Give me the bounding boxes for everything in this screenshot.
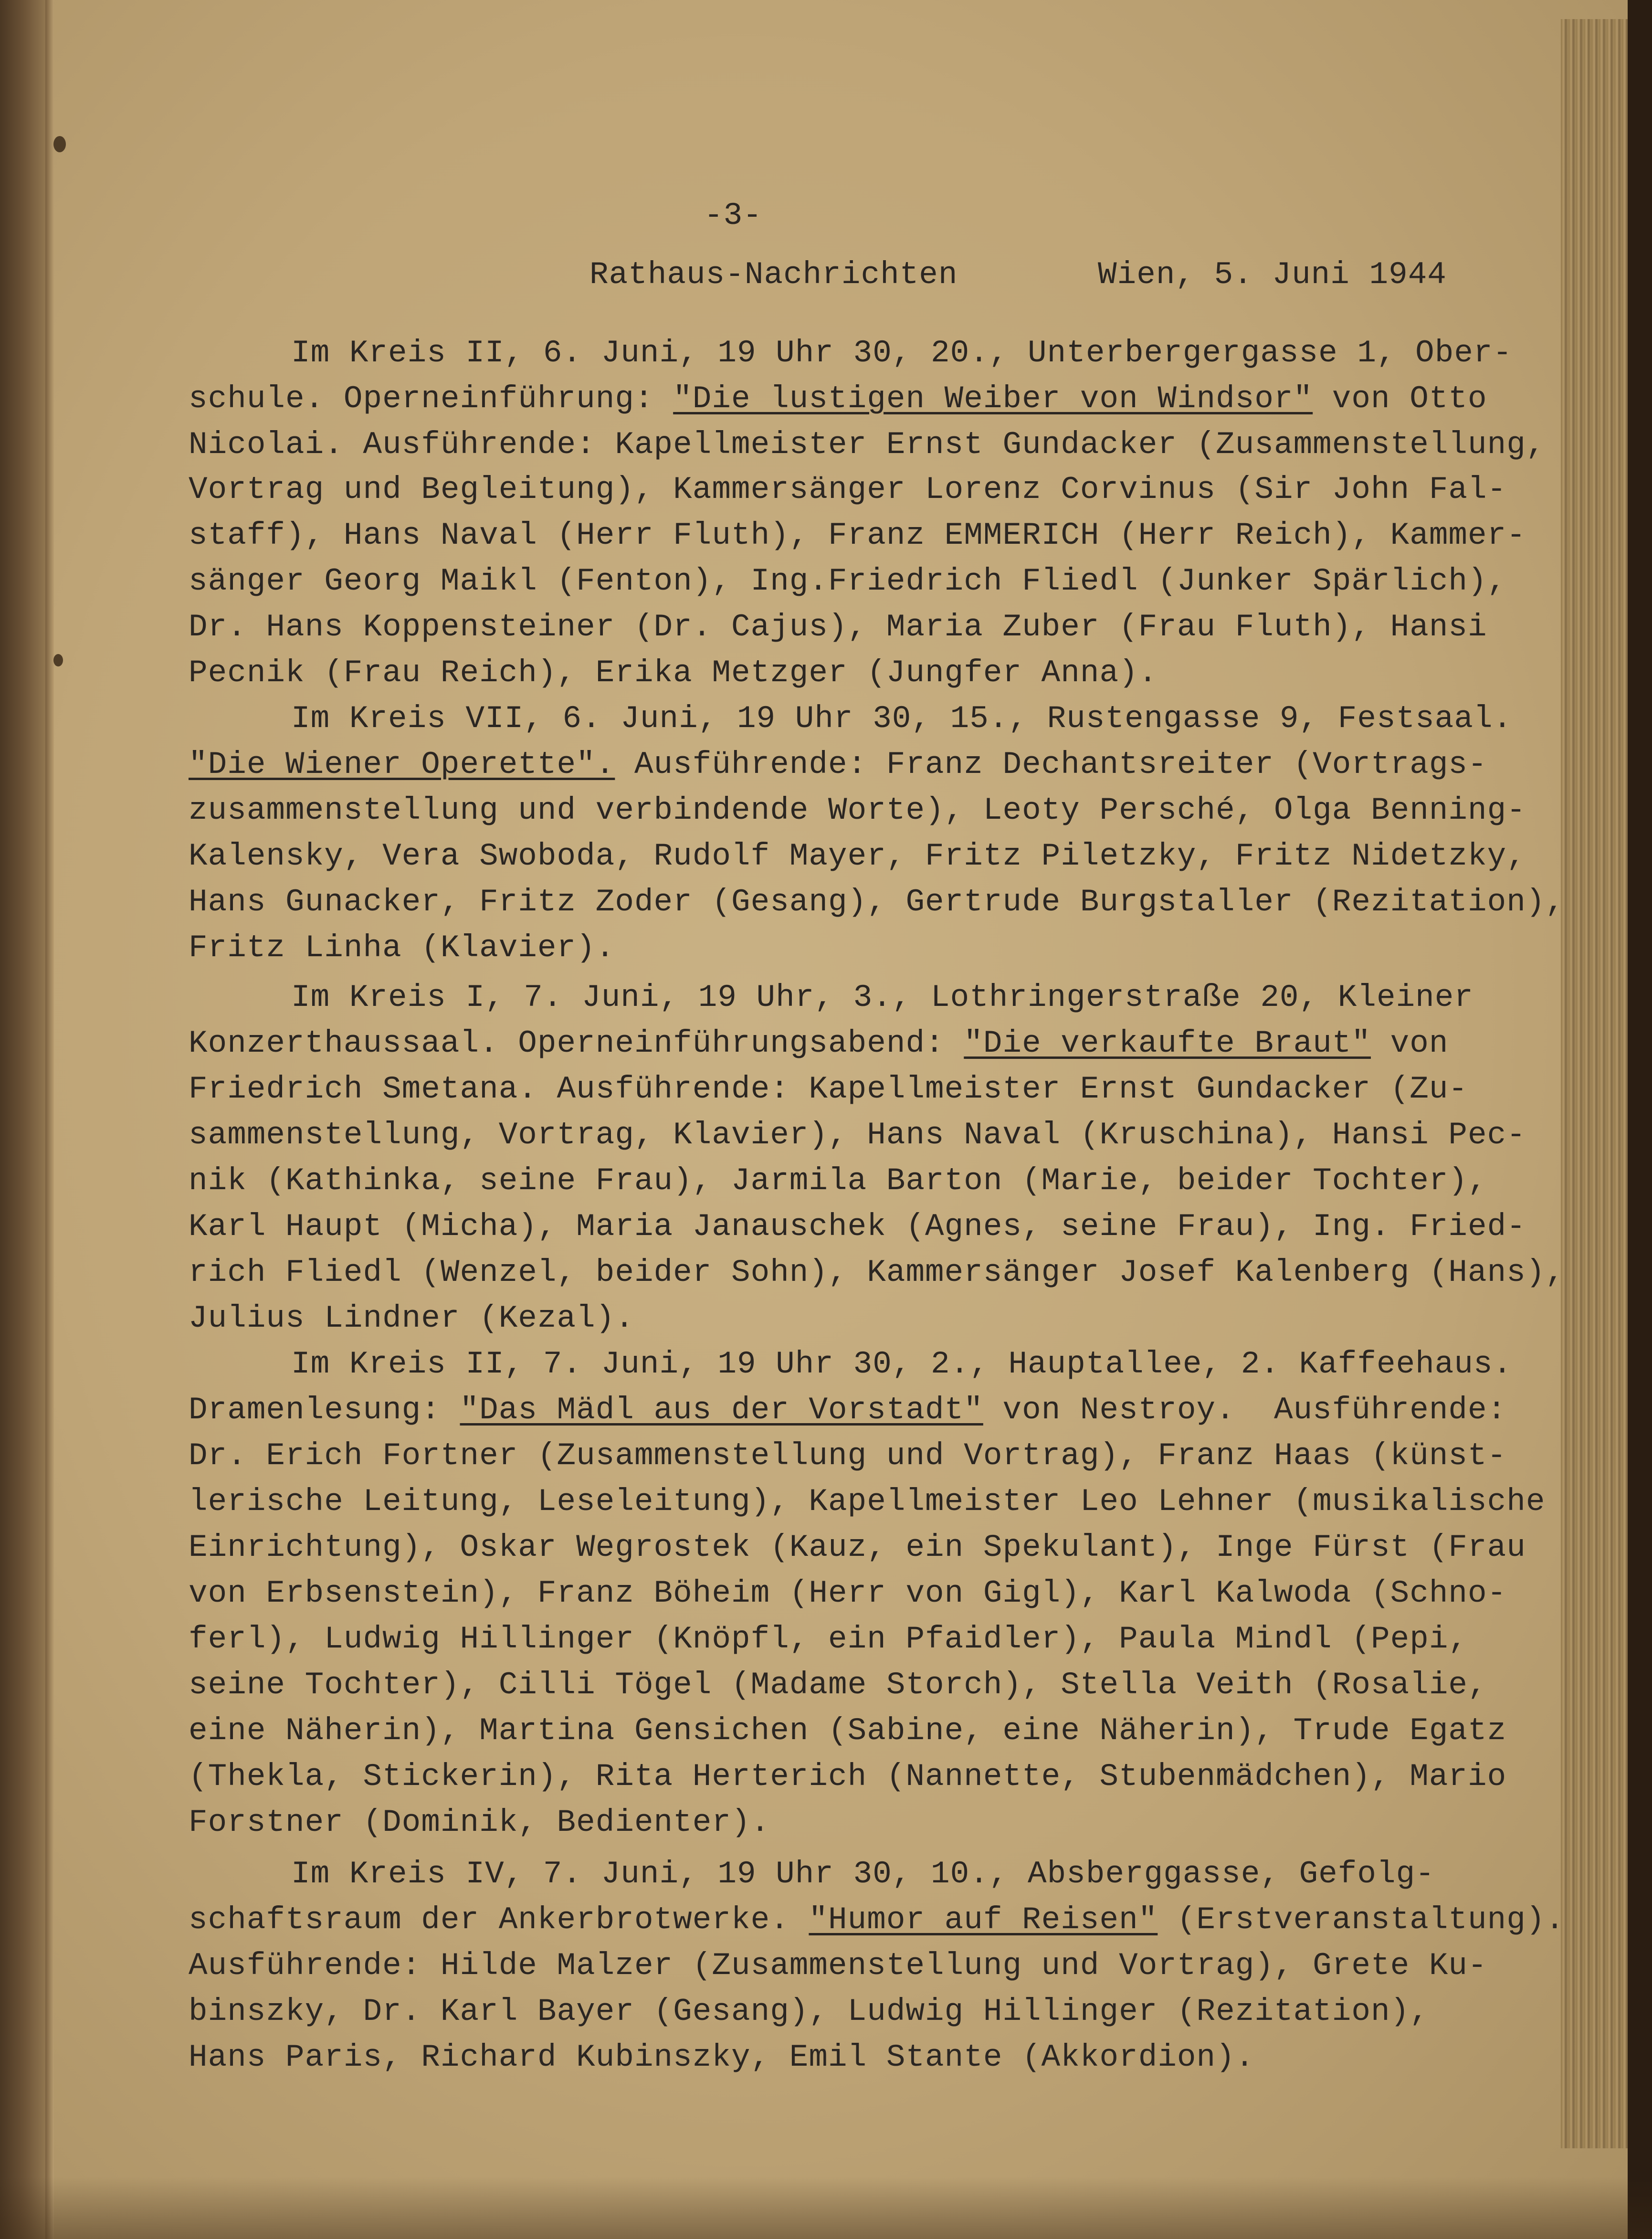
bottom-shadow <box>0 2177 1652 2239</box>
underlined-title: "Die Wiener Operette". <box>189 747 615 782</box>
text-line <box>189 1666 1487 1704</box>
text-line <box>189 380 1487 418</box>
line-text: Ausführende: Hilde Malzer (Zusammenstellung und Vortrag), Grete Ku- <box>189 1948 1487 1984</box>
text-line <box>291 1855 1435 1893</box>
line-text: zusammenstellung und verbindende Worte), Leoty Persché, Olga Benning- <box>189 792 1526 828</box>
text-line <box>189 1070 1468 1109</box>
line-text: Fritz Linha (Klavier). <box>189 930 615 966</box>
text-line <box>189 1804 770 1842</box>
line-text: schule. Operneinführung: <box>189 381 673 417</box>
text-line <box>291 979 1473 1017</box>
line-text: von Otto <box>1313 381 1487 417</box>
line-text: ferl), Ludwig Hillinger (Knöpfl, ein Pfaidler), Paula Mindl (Pepi, <box>189 1621 1468 1657</box>
text-line <box>189 1712 1506 1750</box>
line-text: von Nestroy. Ausführende: <box>983 1392 1507 1428</box>
text-line <box>189 792 1526 830</box>
text-line <box>189 1901 1565 1939</box>
line-text: Hans Gunacker, Fritz Zoder (Gesang), Gertrude Burgstaller (Rezitation), <box>189 884 1565 920</box>
line-text: rich Fliedl (Wenzel, beider Sohn), Kammersänger Josef Kalenberg (Hans), <box>189 1255 1565 1290</box>
binding-gutter <box>0 0 53 2239</box>
underlined-title: "Das Mädl aus der Vorstadt" <box>460 1392 983 1428</box>
document-header-date: Wien, 5. Juni 1944 <box>1098 257 1447 293</box>
line-text: Pecnik (Frau Reich), Erika Metzger (Jungfer Anna). <box>189 655 1158 691</box>
text-line <box>291 700 1512 738</box>
text-line <box>189 1391 1506 1429</box>
line-text: Konzerthaussaal. Operneinführungsabend: <box>189 1025 964 1061</box>
line-text: von Erbsenstein), Franz Böheim (Herr von Gigl), Karl Kalwoda (Schno- <box>189 1575 1507 1611</box>
text-line <box>189 517 1526 555</box>
line-text: (Erstveranstaltung). <box>1157 1902 1565 1938</box>
text-line <box>291 1345 1512 1384</box>
line-text: Vortrag und Begleitung), Kammersänger Lorenz Corvinus (Sir John Fal- <box>189 472 1507 507</box>
line-text: Julius Lindner (Kezal). <box>189 1300 634 1336</box>
text-line <box>189 1299 634 1338</box>
text-line <box>189 1116 1526 1154</box>
text-line <box>189 1162 1487 1200</box>
line-text: Im Kreis IV, 7. Juni, 19 Uhr 30, 10., Absberggasse, Gefolg- <box>291 1856 1435 1892</box>
text-line <box>189 608 1487 646</box>
text-line <box>189 929 615 967</box>
text-line <box>189 426 1545 464</box>
text-line <box>189 2038 1254 2077</box>
line-text: Dr. Erich Fortner (Zusammenstellung und Vortrag), Franz Haas (künst- <box>189 1438 1507 1474</box>
document-header-title: Rathaus-Nachrichten <box>589 257 958 293</box>
line-text: Im Kreis I, 7. Juni, 19 Uhr, 3., Lothringerstraße 20, Kleiner <box>291 980 1473 1015</box>
line-text: sänger Georg Maikl (Fenton), Ing.Friedrich Fliedl (Junker Spärlich), <box>189 563 1507 599</box>
underlined-title: "Humor auf Reisen" <box>809 1902 1158 1938</box>
line-text: binszky, Dr. Karl Bayer (Gesang), Ludwig Hillinger (Rezitation), <box>189 1994 1429 2029</box>
text-line <box>189 1620 1468 1658</box>
text-line <box>189 1254 1565 1292</box>
underlined-title: "Die verkaufte Braut" <box>964 1025 1371 1061</box>
page-edge-shadow <box>1628 0 1652 2239</box>
line-text: Friedrich Smetana. Ausführende: Kapellmeister Ernst Gundacker (Zu- <box>189 1071 1468 1107</box>
line-text: (Thekla, Stickerin), Rita Herterich (Nannette, Stubenmädchen), Mario <box>189 1759 1507 1795</box>
line-text: Hans Paris, Richard Kubinszky, Emil Stante (Akkordion). <box>189 2039 1255 2075</box>
line-text: Im Kreis II, 7. Juni, 19 Uhr 30, 2., Hauptallee, 2. Kaffeehaus. <box>291 1346 1513 1382</box>
text-line <box>189 1574 1506 1613</box>
line-text: Dramenlesung: <box>189 1392 460 1428</box>
line-text: Ausführende: Franz Dechantsreiter (Vortrags- <box>615 747 1487 782</box>
text-line <box>291 334 1512 372</box>
text-line <box>189 1208 1526 1246</box>
line-text: schaftsraum der Ankerbrotwerke. <box>189 1902 809 1938</box>
text-line <box>189 1529 1526 1567</box>
line-text: nik (Kathinka, seine Frau), Jarmila Barton (Marie, beider Tochter), <box>189 1163 1487 1199</box>
text-line <box>189 837 1526 876</box>
text-line <box>189 562 1506 601</box>
underlined-title: "Die lustigen Weiber von Windsor" <box>673 381 1313 417</box>
line-text: Forstner (Dominik, Bedienter). <box>189 1805 770 1840</box>
binding-hole <box>53 654 63 666</box>
text-line <box>189 1024 1448 1063</box>
text-line <box>189 883 1565 921</box>
line-text: sammenstellung, Vortrag, Klavier), Hans Naval (Kruschina), Hansi Pec- <box>189 1117 1526 1153</box>
line-text: Im Kreis II, 6. Juni, 19 Uhr 30, 20., Unterbergergasse 1, Ober- <box>291 335 1513 371</box>
line-text: Nicolai. Ausführende: Kapellmeister Ernst Gundacker (Zusammenstellung, <box>189 427 1546 463</box>
text-line <box>189 654 1157 692</box>
text-line <box>189 1483 1545 1521</box>
line-text: Karl Haupt (Micha), Maria Janauschek (Agnes, seine Frau), Ing. Fried- <box>189 1209 1526 1245</box>
line-text: Kalensky, Vera Swoboda, Rudolf Mayer, Fritz Piletzky, Fritz Nidetzky, <box>189 838 1526 874</box>
line-text: Einrichtung), Oskar Wegrostek (Kauz, ein Spekulant), Inge Fürst (Frau <box>189 1530 1526 1565</box>
stacked-page-edges <box>1561 19 1628 2148</box>
line-text: von <box>1371 1025 1449 1061</box>
binding-hole <box>53 136 66 152</box>
line-text: eine Näherin), Martina Gensichen (Sabine, eine Näherin), Trude Egatz <box>189 1713 1507 1749</box>
text-line <box>189 746 1487 784</box>
line-text: lerische Leitung, Leseleitung), Kapellmeister Leo Lehner (musikalische <box>189 1484 1546 1520</box>
line-text: seine Tochter), Cilli Tögel (Madame Storch), Stella Veith (Rosalie, <box>189 1667 1487 1703</box>
text-line <box>189 471 1506 509</box>
text-line <box>189 1758 1506 1796</box>
page-number: -3- <box>704 198 762 233</box>
text-line <box>189 1993 1429 2031</box>
line-text: Im Kreis VII, 6. Juni, 19 Uhr 30, 15., Rustengasse 9, Festsaal. <box>291 701 1513 737</box>
line-text: staff), Hans Naval (Herr Fluth), Franz EMMERICH (Herr Reich), Kammer- <box>189 518 1526 553</box>
binding-fold <box>45 0 54 2239</box>
text-line <box>189 1437 1506 1475</box>
text-line <box>189 1947 1487 1985</box>
line-text: Dr. Hans Koppensteiner (Dr. Cajus), Maria Zuber (Frau Fluth), Hansi <box>189 609 1487 645</box>
